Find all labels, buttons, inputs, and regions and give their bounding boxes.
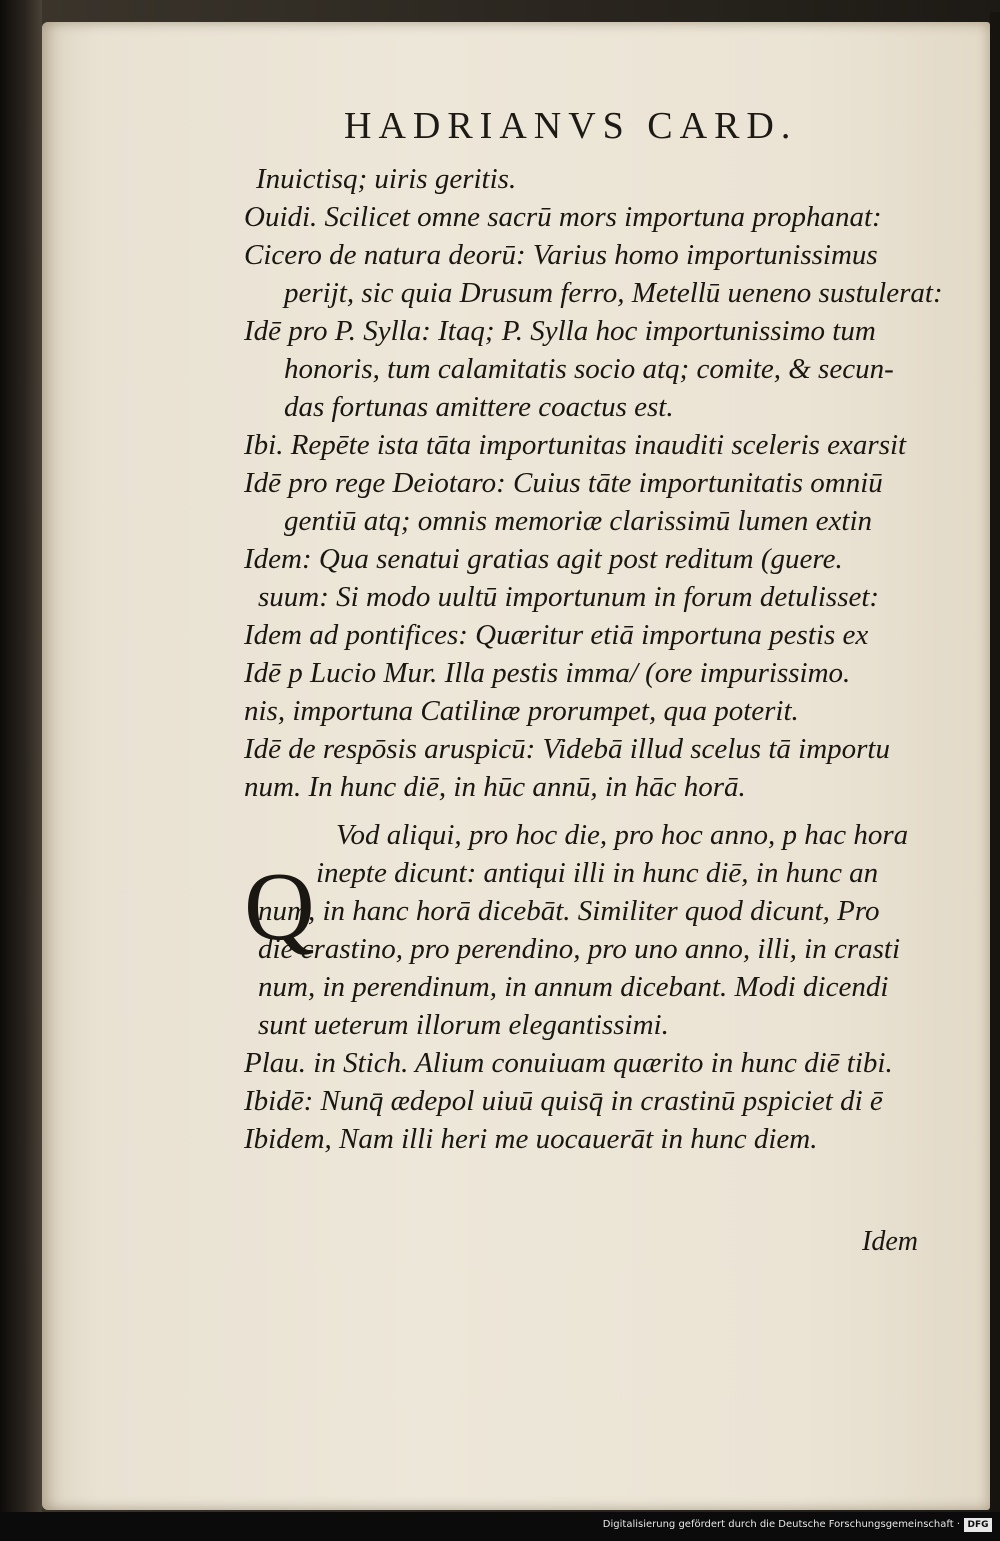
- text-line: honoris, tum calamitatis socio atq; comite, & secun-: [284, 353, 894, 385]
- text-line: gentiū atq; omnis memoriæ clarissimū lumen extin: [284, 505, 873, 537]
- funding-notice: Digitalisierung gefördert durch die Deutsche Forschungsgemeinschaft ·: [602, 1519, 960, 1530]
- text-line: Cicero de natura deorū: Varius homo importunissimus: [244, 239, 878, 271]
- text-line: Idē pro P. Sylla: Itaq; P. Sylla hoc importunissimo tum: [244, 315, 876, 347]
- text-line: num, in perendinum, in annum dicebant. Modi dicendi: [258, 971, 889, 1003]
- text-line: das fortunas amittere coactus est.: [284, 391, 674, 423]
- dfg-logo: DFG: [964, 1518, 992, 1532]
- text-line: Idē de respōsis aruspicū: Videbā illud scelus tā importu: [244, 733, 890, 765]
- running-header: HADRIANVS CARD.: [344, 105, 798, 147]
- text-line: Plau. in Stich. Alium conuiuam quærito in hunc diē tibi.: [244, 1047, 893, 1079]
- catchword: Idem: [862, 1226, 918, 1257]
- text-line: inepte dicunt: antiqui illi in hunc diē, in hunc an: [316, 857, 879, 889]
- text-line: num. In hunc diē, in hūc annū, in hāc horā.: [244, 771, 746, 803]
- text-line: Ibidē: Nunq̄ ædepol uiuū quisq̄ in crastinū pspiciet di ē: [244, 1085, 883, 1117]
- book-binding-edge: [0, 0, 42, 1541]
- text-line: Vod aliqui, pro hoc die, pro hoc anno, p hac hora: [336, 819, 909, 851]
- text-line: perijt, sic quia Drusum ferro, Metellū ueneno sustulerat:: [284, 277, 943, 309]
- body-text: [244, 160, 943, 1158]
- text-line: Idē pro rege Deiotaro: Cuius tāte importunitatis omniū: [244, 467, 883, 499]
- text-line: suum: Si modo uultū importunum in forum detulisset:: [258, 581, 880, 613]
- text-line: Idē p Lucio Mur. Illa pestis imma/ (ore impurissimo.: [244, 657, 851, 689]
- text-line: num, in hanc horā dicebāt. Similiter quod dicunt, Pro: [258, 895, 880, 927]
- text-line: Ouidi. Scilicet omne sacrū mors importuna prophanat:: [244, 201, 882, 233]
- text-line: die crastino, pro perendino, pro uno anno, illi, in crasti: [258, 933, 901, 965]
- text-line: Ibi. Repēte ista tāta importunitas inauditi sceleris exarsit: [244, 429, 907, 461]
- text-line: Ibidem, Nam illi heri me uocauerāt in hunc diem.: [244, 1123, 818, 1155]
- text-line: Idem ad pontifices: Quæritur etiā importuna pestis ex: [244, 619, 869, 651]
- text-line: nis, importuna Catilinæ prorumpet, qua poterit.: [244, 695, 799, 727]
- text-line: Idem: Qua senatui gratias agit post reditum (guere.: [244, 543, 843, 575]
- text-line: sunt ueterum illorum elegantissimi.: [258, 1009, 669, 1041]
- drop-capital: Q: [244, 853, 315, 961]
- book-right-edge: [990, 12, 1000, 1512]
- footer-bar: [0, 1512, 1000, 1541]
- text-line: Inuictisq; uiris geritis.: [256, 163, 517, 195]
